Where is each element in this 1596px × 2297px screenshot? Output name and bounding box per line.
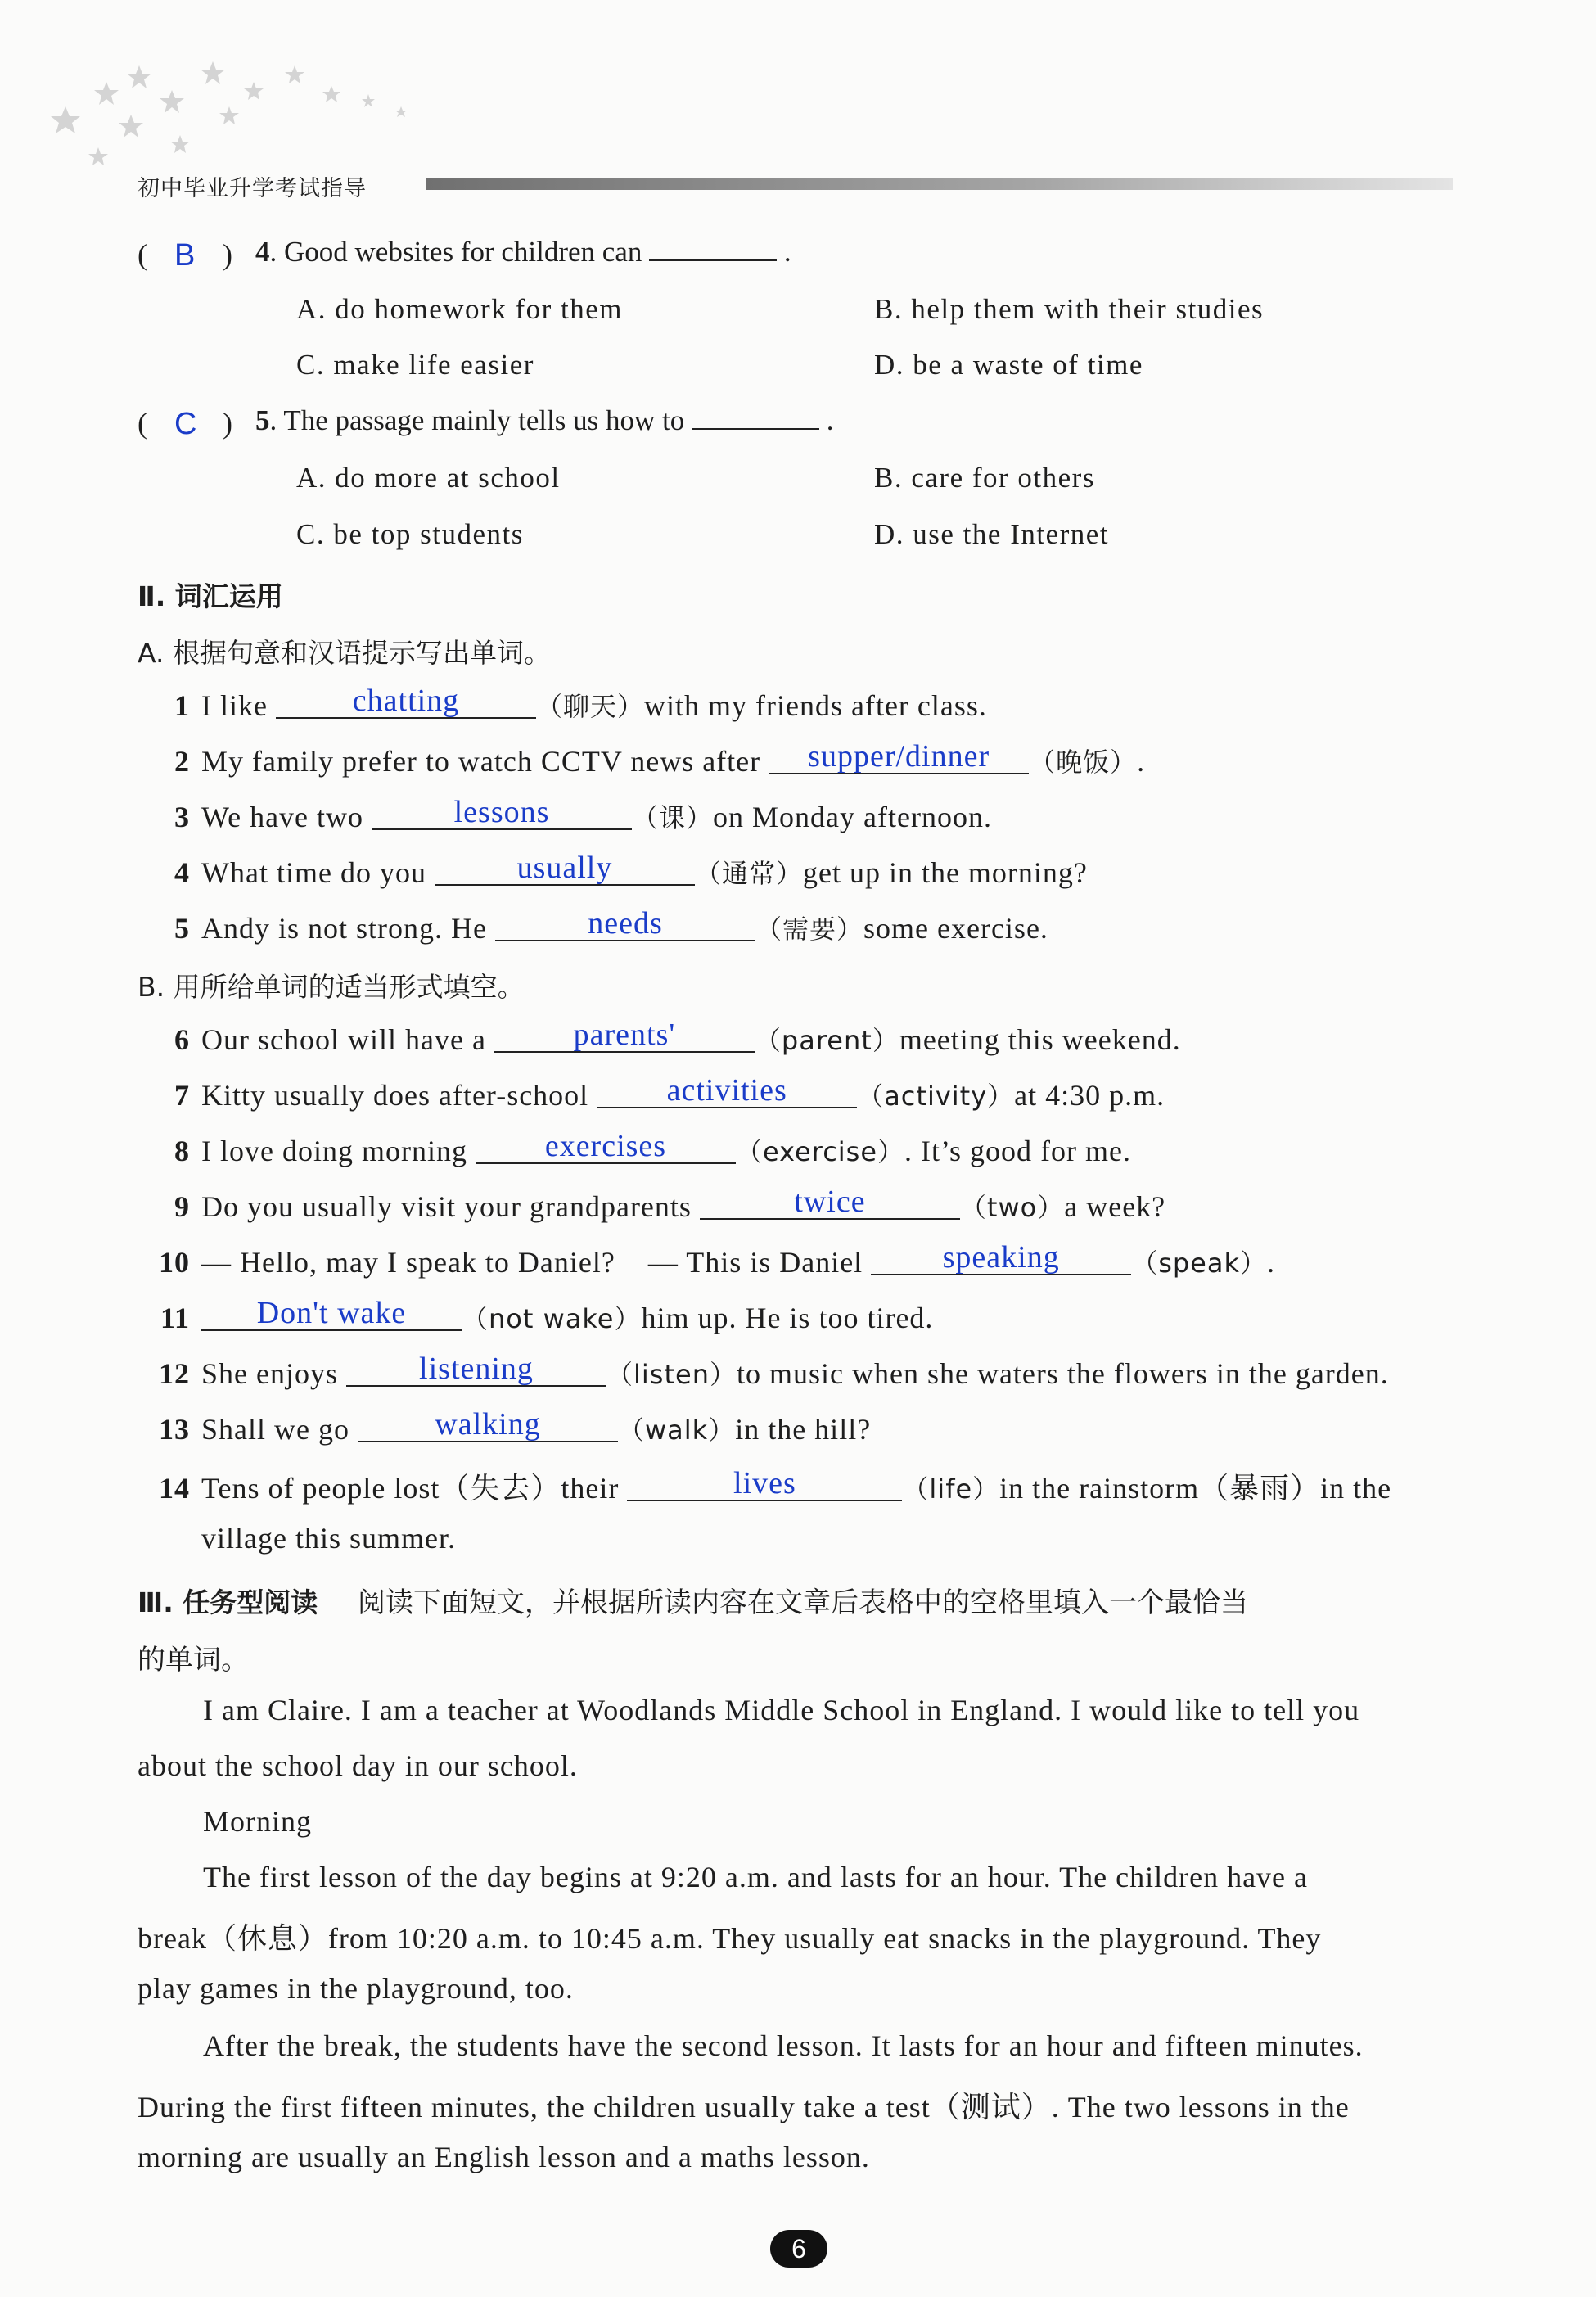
option-d: D. be a waste of time (874, 349, 1143, 381)
answer-fill: Don't wake (201, 1297, 462, 1331)
answer-letter: C (174, 407, 197, 441)
answer-fill: parents' (494, 1018, 755, 1053)
vocab-item-8: 8 I love doing morning exercises （exercise）. It’s good for me. (174, 1129, 1132, 1167)
answer-blank (649, 259, 777, 261)
vocab-item-13: 13 Shall we go walking （walk）in the hill? (159, 1407, 872, 1446)
option-a: A. do more at school (296, 462, 561, 494)
vocab-item-7: 7 Kitty usually does after-school activities （activity）at 4:30 p.m. (174, 1073, 1165, 1112)
vocab-item-12: 12 She enjoys listening （listen）to music when she waters the flowers in the garden. (159, 1352, 1389, 1390)
vocab-item-3: 3 We have two lessons （课）on Monday afternoon. (174, 795, 992, 833)
section-2-title: Ⅱ. 词汇运用 (138, 580, 283, 612)
subheading-morning: Morning (203, 1805, 312, 1838)
header-bar (426, 178, 1453, 190)
page: 初中毕业升学考试指导 ( B ) 4. Good websites for children can . A. do homework for them B. help them with their studies C. make life easier D. be a waste of time ( C ) 5. The passage mainly tells us how to . A. do more at school B. care for others C. be top students D. use the Internet Ⅱ. 词汇运用 A. 根据句意和汉语提示写出单词。 1 I like chatting （聊天）with my friends after class. 2 My family prefer to watch CCTV news after supper/dinner （晚饭）. 3 We have two lessons （课）on Monday afternoon. 4 What time do you usually （通常）get up in the morning? 5 Andy is not strong. He needs （需要）some exercise. B. 用所给单词的适当形式填空。 6 Our school will have a parents' （parent）meeting this weekend. 7 Kitty usually does after-school activities （activity）at 4:30 p.m. 8 I love doing morning exercises （exercise）. It’s good for me. 9 Do you usually visit your grandparents twice （two）a week? 10 — Hello, may I speak to Daniel? — This is Daniel speaking （speak）. 11 Don't wake （not wake）him up. He is too tired. 12 She enjoys listening （listen）to music when she waters the flowers in the garden. 13 Shall we go walking （walk）in the hill? 14 Tens of people lost（失去）their lives （life）in the rainstorm（暴雨）in the village this summer. Ⅲ. 任务型阅读 阅读下面短文，并根据所读内容在文章后表格中的空格里填入一个最恰当 的单词。 I am Claire. I am a teacher at Woodlands Middle School in England. I would like to tell you about the school day in our school. Morning The first lesson of the day begins at 9:20 a.m. and lasts for an hour. The children have a break（休息）from 10:20 a.m. to 10:45 a.m. They usually eat snacks in the playground. They play games in the playground, too. After the break, the students have the second lesson. It lasts for an hour and fifteen minutes. During the first fifteen minutes, the children usually take a test（测试）. The two lessons in the morning are usually an English lesson and a maths lesson. 6 (0, 0, 1596, 2297)
option-c: C. be top students (296, 518, 524, 550)
vocab-item-10: 10 — Hello, may I speak to Daniel? — This is Daniel speaking （speak）. (159, 1240, 1276, 1279)
option-b: B. care for others (874, 462, 1095, 494)
question-number: 4 (255, 236, 270, 268)
option-c: C. make life easier (296, 349, 534, 381)
vocab-item-14: 14 Tens of people lost（失去）their lives （life）in the rainstorm（暴雨）in the (159, 1466, 1392, 1505)
vocab-item-9: 9 Do you usually visit your grandparents twice （two）a week? (174, 1185, 1166, 1223)
answer-fill: chatting (276, 684, 536, 719)
vocab-item-5: 5 Andy is not strong. He needs （需要）some exercise. (174, 906, 1048, 945)
answer-fill: walking (358, 1408, 618, 1442)
vocab-item-14-continued: village this summer. (201, 1522, 456, 1555)
vocab-item-1: 1 I like chatting （聊天）with my friends after class. (174, 684, 987, 722)
question-number: 5 (255, 404, 270, 436)
paragraph-line: break（休息）from 10:20 a.m. to 10:45 a.m. They usually eat snacks in the playground. They (138, 1922, 1322, 1955)
section-2-part-b: B. 用所给单词的适当形式填空。 (138, 971, 525, 1003)
answer-blank (692, 428, 819, 430)
answer-fill: exercises (476, 1130, 736, 1164)
paragraph-line: The first lesson of the day begins at 9:20 a.m. and lasts for an hour. The children have a (203, 1861, 1308, 1893)
answer-fill: listening (346, 1352, 606, 1387)
answer-fill: activities (597, 1074, 857, 1108)
vocab-item-2: 2 My family prefer to watch CCTV news after supper/dinner （晚饭）. (174, 739, 1146, 778)
header-title: 初中毕业升学考试指导 (138, 176, 367, 201)
section-3-instruction-cont: 的单词。 (138, 1644, 249, 1676)
vocab-item-4: 4 What time do you usually （通常）get up in the morning? (174, 851, 1088, 889)
paragraph-line: After the break, the students have the second lesson. It lasts for an hour and fifteen minutes. (203, 2029, 1364, 2062)
option-d: D. use the Internet (874, 518, 1110, 550)
section-3-title: Ⅲ. 任务型阅读 (138, 1586, 318, 1618)
option-b: B. help them with their studies (874, 293, 1265, 325)
answer-fill: lessons (372, 796, 632, 830)
answer-fill: twice (700, 1185, 960, 1220)
section-3-instruction: 阅读下面短文，并根据所读内容在文章后表格中的空格里填入一个最恰当 (357, 1586, 1248, 1619)
paragraph-line: During the first fifteen minutes, the children usually take a test（测试）. The two lessons in the (138, 2091, 1350, 2123)
answer-letter: B (174, 238, 196, 273)
stars-decoration-icon (49, 49, 442, 172)
option-a: A. do homework for them (296, 293, 624, 325)
paragraph-line: about the school day in our school. (138, 1749, 578, 1782)
paragraph-line: play games in the playground, too. (138, 1972, 574, 2005)
vocab-item-11: 11 Don't wake （not wake）him up. He is too tired. (160, 1296, 934, 1334)
vocab-item-6: 6 Our school will have a parents' （parent）meeting this weekend. (174, 1018, 1181, 1056)
paragraph-line: morning are usually an English lesson and a maths lesson. (138, 2141, 870, 2173)
answer-fill: usually (435, 851, 695, 886)
answer-fill: needs (495, 907, 755, 941)
question-stem: The passage mainly tells us how to (283, 404, 685, 436)
answer-fill: lives (627, 1467, 902, 1501)
page-number: 6 (770, 2230, 827, 2268)
question-stem: Good websites for children can (284, 236, 642, 268)
answer-fill: speaking (871, 1241, 1131, 1275)
paragraph-line: I am Claire. I am a teacher at Woodlands Middle School in England. I would like to tell you (203, 1694, 1360, 1726)
answer-fill: supper/dinner (769, 740, 1029, 774)
section-2-part-a: A. 根据句意和汉语提示写出单词。 (138, 637, 551, 669)
